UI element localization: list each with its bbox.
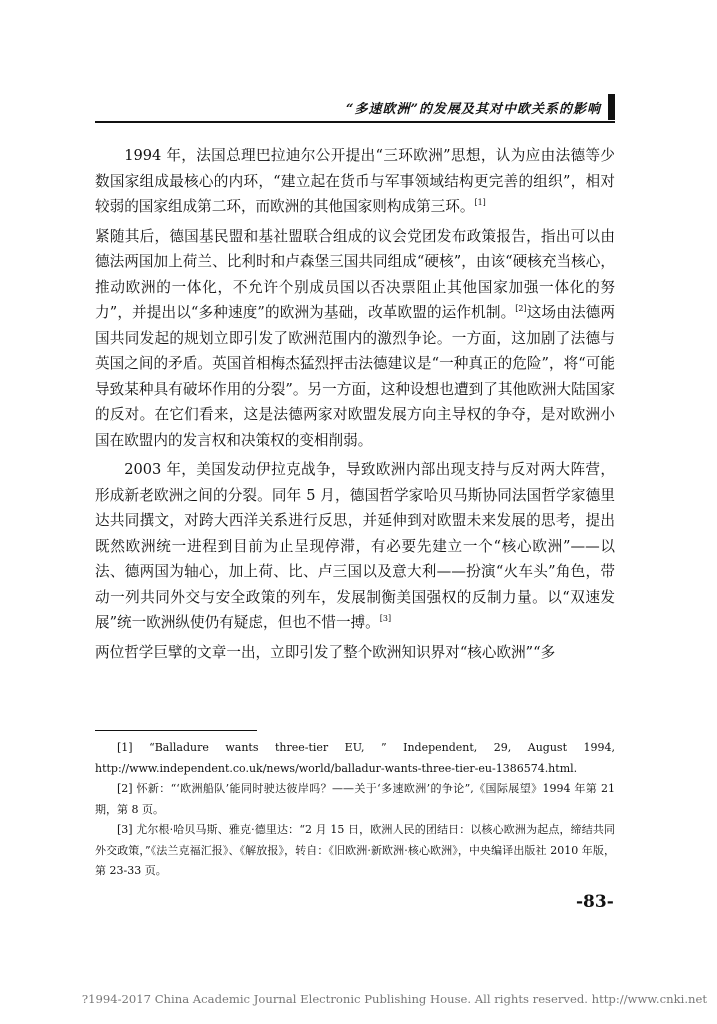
footnote-1: [1] “Balladure wants three-tier EU, ” Independent, 29, August 1994, http://www.independent.co.uk/news/world/balladur-wants-three-tier-eu-1386574.html. [95,741,615,775]
footnote-ref-1[interactable]: [1] [474,198,486,207]
header-bar [608,94,615,120]
paragraph-1-continued: 紧随其后，德国基民盟和基社盟联合组成的议会党团发布政策报告，指出可以由德法两国加上荷兰、比利时和卢森堡三国共同组成“硬核”，由该“硬核充当核心，推动欧洲的一体化，不允许个别成员国以否决票阻止其他国家加强一体化的努力”，并提出以“多种速度”的欧洲为基础，改革欧盟的运作机制。[2]这场由法德两国共同发起的规划立即引发了欧洲范围内的激烈争论。一方面，这加剧了法德与英国之间的矛盾。英国首相梅杰猛烈抨击法德建议是“一种真正的危险”，将“可能导致某种具有破坏作用的分裂”。另一方面，这种设想也遭到了其他欧洲大陆国家的反对。在它们看来，这是法德两家对欧盟发展方向主导权的争夺，是对欧洲小国在欧盟内的发言权和决策权的变相削弱。 [95,227,615,449]
header-rule [95,121,615,123]
paragraph-2: 2003 年，美国发动伊拉克战争，导致欧洲内部出现支持与反对两大阵营，形成新老欧洲之间的分裂。同年 5 月，德国哲学家哈贝马斯协同法国哲学家德里达共同撰文，对跨大西洋关系进行反思，并延伸到对欧盟未来发展的思考，提出既然欧洲统一进程到目前为止呈现停滞，有必要先建立一个“核心欧洲”——以法、德两国为轴心，加上荷、比、卢三国以及意大利——扮演“火车头”角色，带动一列共同外交与安全政策的列车，发展制衡美国强权的反制力量。以“双速发展”统一欧洲纵使仍有疑虑，但也不惜一搏。[3] [95,461,615,631]
paragraph-1: 1994 年，法国总理巴拉迪尔公开提出“三环欧洲”思想，认为应由法德等少数国家组成最核心的内环，“建立起在货币与军事领域结构更完善的组织”，相对较弱的国家组成第二环，而欧洲的其他国家则构成第三环。[1] [95,147,615,215]
footnote-ref-3[interactable]: [3] [379,614,392,623]
footnotes [95,738,615,882]
running-header: “多速欧洲”的发展及其对中欧关系的影响 [346,102,601,117]
footnote-divider [95,730,257,731]
footnote-ref-2[interactable]: [2] [515,304,527,313]
body-text [95,143,615,665]
paragraph-2-continued: 两位哲学巨擘的文章一出，立即引发了整个欧洲知识界对“核心欧洲”“多 [95,643,556,661]
page-number: -83- [576,892,614,912]
footnote-3: [3] 尤尔根·哈贝马斯、雅克·德里达：“2 月 15 日，欧洲人民的团结日：以核心欧洲为起点，缔结共同外交政策，”《法兰克福汇报》、《解放报》，转自：《旧欧洲·新欧洲·核心欧洲》，中央编译出版社 2010 年版，第 23-33 页。 [95,823,615,877]
copyright-notice: ?1994-2017 China Academic Journal Electronic Publishing House. All rights reserved. http://www.cnki.net [81,992,707,1006]
footnote-2: [2] 怀新：“‘欧洲船队’能同时驶达彼岸吗？——关于‘多速欧洲’的争论”,《国际展望》1994 年第 21 期，第 8 页。 [95,782,615,816]
